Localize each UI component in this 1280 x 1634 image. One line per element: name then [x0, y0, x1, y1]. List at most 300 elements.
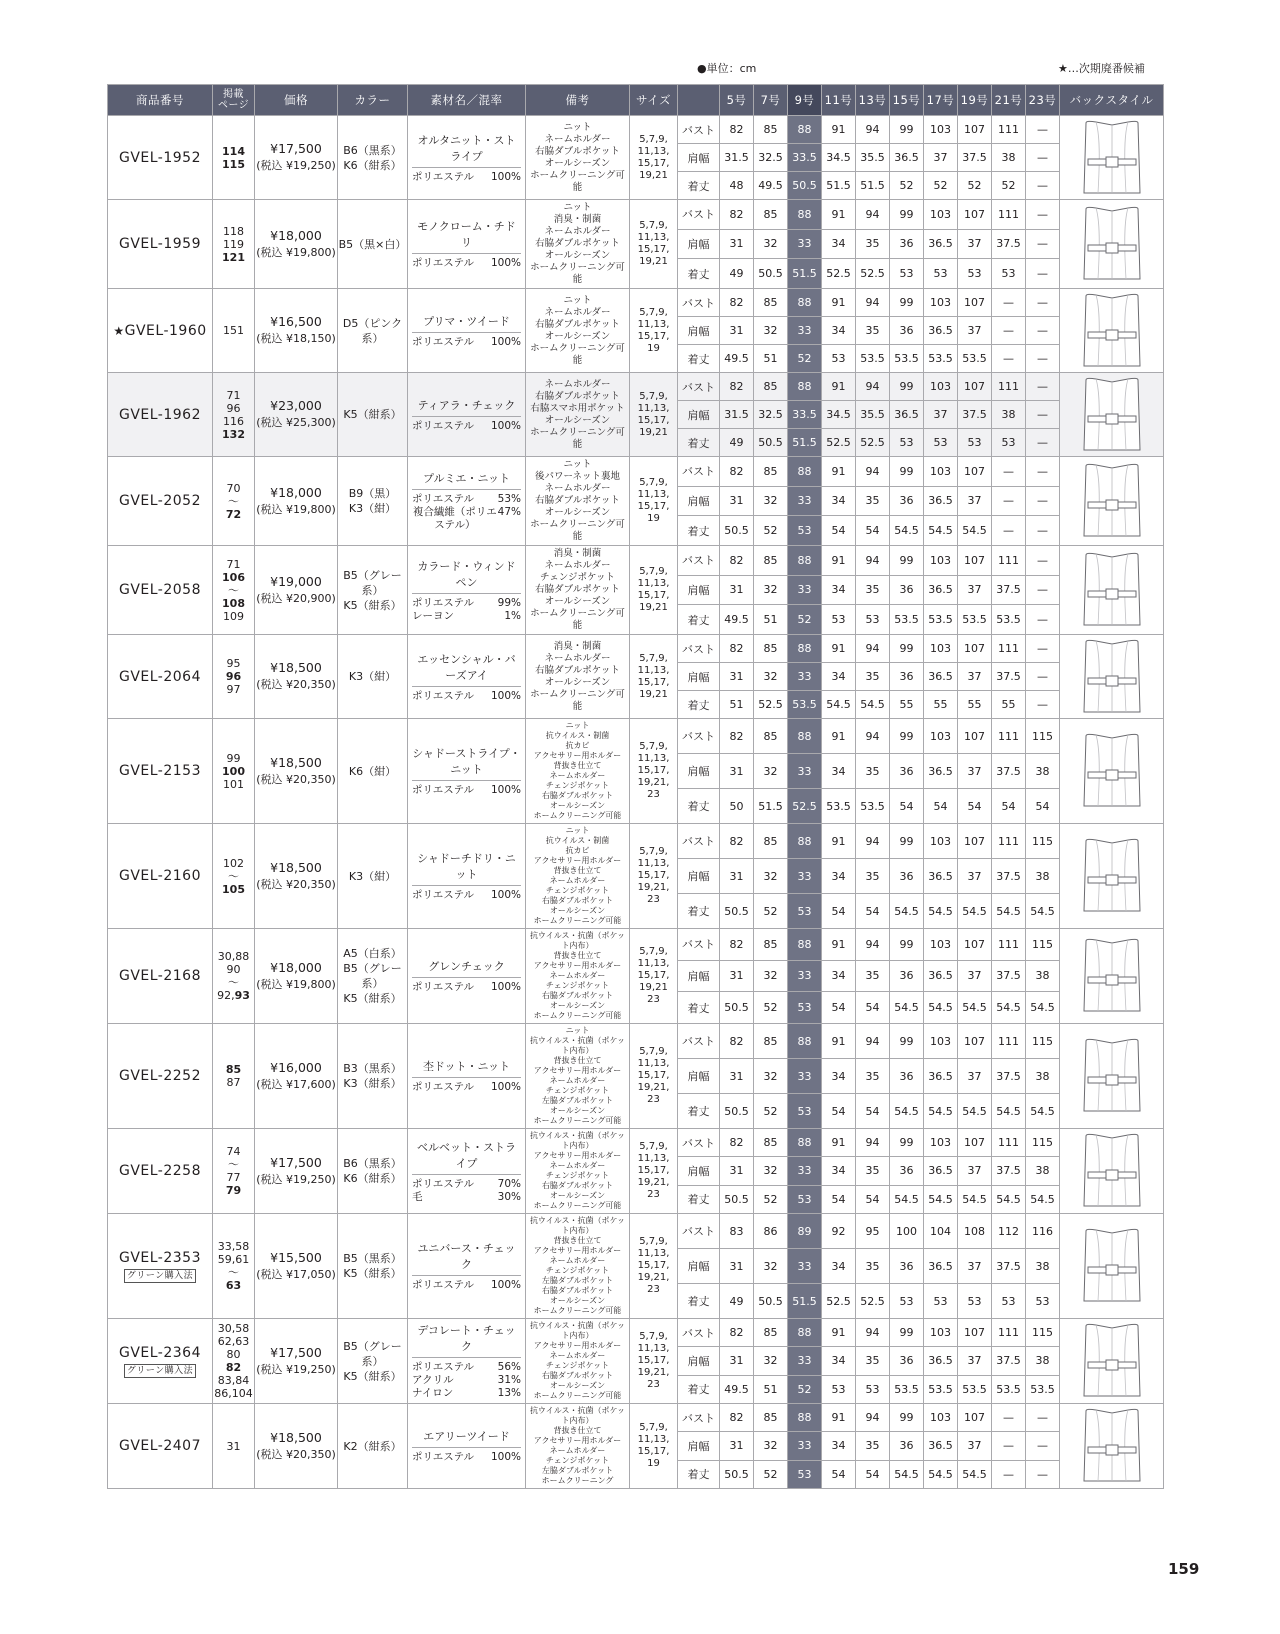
measure-value: 111 [992, 373, 1026, 401]
measure-value: 92 [822, 1214, 856, 1249]
measure-value: — [1026, 401, 1060, 429]
measure-value: 107 [958, 1319, 992, 1347]
measure-value: 32 [754, 663, 788, 691]
measure-value: 37 [958, 486, 992, 516]
measure-value: 54 [856, 992, 890, 1024]
measure-value: 94 [856, 635, 890, 663]
measure-value: 37 [958, 1059, 992, 1094]
measure-value: 115 [1026, 824, 1060, 859]
measure-value: 37.5 [992, 859, 1026, 894]
measure-value: 94 [856, 1129, 890, 1157]
th-size-11: 11号 [822, 85, 856, 116]
measure-value: 38 [1026, 1347, 1060, 1375]
measure-value: 54.5 [992, 894, 1026, 929]
measure-value: 54 [822, 516, 856, 546]
measure-value: 36 [890, 663, 924, 691]
measure-value: 37.5 [992, 1157, 1026, 1185]
measure-value: 35 [856, 1432, 890, 1460]
measure-value: 52 [788, 1375, 822, 1403]
table-row [108, 546, 1164, 576]
measure-value: — [992, 345, 1026, 373]
back-style-cell [1060, 635, 1164, 719]
discontinue-star-icon: ★ [113, 323, 125, 338]
th-page: 掲載 ページ [213, 85, 255, 116]
measure-value: 53.5 [992, 605, 1026, 635]
catalog-pages: 99 100 101 [213, 719, 255, 824]
material-cell: プルミエ・ニット ポリエステル 53% 複合繊維（ポリエステル） 47% [408, 457, 526, 546]
back-style-cell [1060, 1319, 1164, 1404]
measure-value: 37 [958, 754, 992, 789]
measure-value: 103 [924, 1319, 958, 1347]
measure-value: 50.5 [720, 1185, 754, 1213]
discontinue-note: ★…次期廃番候補 [1058, 62, 1145, 75]
measure-value: 33 [788, 317, 822, 345]
table-row [108, 824, 1164, 859]
measure-value: 49 [720, 1284, 754, 1319]
measure-label: バスト [678, 1024, 720, 1059]
th-size-21: 21号 [992, 85, 1026, 116]
measure-value: 36 [890, 486, 924, 516]
measure-value: 33 [788, 1432, 822, 1460]
measure-value: 53 [788, 1094, 822, 1129]
measure-value: 54.5 [1026, 1094, 1060, 1129]
th-size-19: 19号 [958, 85, 992, 116]
measure-value: 55 [958, 691, 992, 719]
measure-value: 88 [788, 824, 822, 859]
measure-label: バスト [678, 457, 720, 487]
price-cell: ¥16,500 (税込 ¥18,150) [255, 289, 338, 373]
product-code[interactable]: GVEL-1952 [108, 116, 213, 200]
color-cell: B5（黒系） K5（紺系） [338, 1214, 408, 1319]
measure-value: 88 [788, 200, 822, 230]
product-code[interactable]: GVEL-1959 [108, 200, 213, 289]
material-cell: シャドーチドリ・ニット ポリエステル 100% [408, 824, 526, 929]
size-range-cell: 5,7,9, 11,13, 15,17, 19,21 [630, 546, 678, 635]
measure-value: 31 [720, 317, 754, 345]
back-style-cell [1060, 1024, 1164, 1129]
measure-value: 35 [856, 1249, 890, 1284]
measure-value: 34 [822, 663, 856, 691]
measure-label: バスト [678, 373, 720, 401]
th-size-5: 5号 [720, 85, 754, 116]
product-code[interactable]: ★GVEL-1960 [108, 289, 213, 373]
catalog-pages: 71 96 116 132 [213, 373, 255, 457]
measure-value: 111 [992, 200, 1026, 230]
measure-value: — [1026, 691, 1060, 719]
measure-value: 53.5 [822, 789, 856, 824]
measure-value: 53 [924, 1284, 958, 1319]
measure-value: 103 [924, 457, 958, 487]
measure-value: 85 [754, 373, 788, 401]
measure-value: 53.5 [788, 691, 822, 719]
measure-value: 115 [1026, 1319, 1060, 1347]
measure-value: 37 [958, 1347, 992, 1375]
measure-value: 91 [822, 929, 856, 961]
th-material: 素材名／混率 [408, 85, 526, 116]
measure-value: 32.5 [754, 401, 788, 429]
measure-value: 107 [958, 200, 992, 230]
measure-value: 54 [856, 1460, 890, 1488]
measure-value: 37.5 [992, 663, 1026, 691]
back-style-cell [1060, 1129, 1164, 1214]
product-code[interactable]: GVEL-2052 [108, 457, 213, 546]
measure-value: 99 [890, 289, 924, 317]
product-code[interactable]: GVEL-2353 グリーン購入法 [108, 1214, 213, 1319]
measure-value: 82 [720, 1319, 754, 1347]
measure-value: 103 [924, 929, 958, 961]
measure-value: 32 [754, 486, 788, 516]
price-cell: ¥18,500 (税込 ¥20,350) [255, 1404, 338, 1489]
back-style-illustration [1066, 551, 1158, 629]
color-cell: K2（紺系） [338, 1404, 408, 1489]
measure-label: 肩幅 [678, 229, 720, 259]
measure-value: 88 [788, 1129, 822, 1157]
price-cell: ¥17,500 (税込 ¥19,250) [255, 1129, 338, 1214]
measure-label: 肩幅 [678, 144, 720, 172]
product-code[interactable]: GVEL-2252 [108, 1024, 213, 1129]
measure-value: 53.5 [924, 605, 958, 635]
measure-value: 54 [856, 1185, 890, 1213]
measure-value: 36.5 [924, 229, 958, 259]
measure-value: — [1026, 172, 1060, 200]
measure-value: 85 [754, 1024, 788, 1059]
measure-value: 37 [924, 401, 958, 429]
table-row [108, 1404, 1164, 1432]
product-code[interactable]: GVEL-2058 [108, 546, 213, 635]
measure-value: 34 [822, 1347, 856, 1375]
measure-label: 肩幅 [678, 1432, 720, 1460]
measure-value: 54 [822, 992, 856, 1024]
measure-value: 115 [1026, 719, 1060, 754]
measure-label: バスト [678, 546, 720, 576]
measure-value: 31 [720, 1249, 754, 1284]
measure-value: 54 [822, 1185, 856, 1213]
measure-value: 115 [1026, 1024, 1060, 1059]
material-cell: 杢ドット・ニット ポリエステル 100% [408, 1024, 526, 1129]
measure-value: 108 [958, 1214, 992, 1249]
measure-value: 115 [1026, 929, 1060, 961]
measure-value: 85 [754, 719, 788, 754]
catalog-pages: 118 119 121 [213, 200, 255, 289]
measure-value: 52 [754, 516, 788, 546]
measure-value: 53 [788, 1185, 822, 1213]
measure-value: 33 [788, 1347, 822, 1375]
measure-value: 36 [890, 754, 924, 789]
back-style-illustration [1066, 292, 1158, 370]
catalog-pages: 30,58 62,63 80 82 83,84 86,104 [213, 1319, 255, 1404]
measure-value: 107 [958, 289, 992, 317]
remarks-cell: 消臭・制菌 ネームホルダー 右脇ダブルポケット オールシーズン ホームクリーニング可能 [526, 635, 630, 719]
measure-value: 36.5 [924, 1347, 958, 1375]
measure-value: 36.5 [924, 317, 958, 345]
measure-value: — [1026, 546, 1060, 576]
measure-value: 49.5 [720, 1375, 754, 1403]
measure-value: 94 [856, 546, 890, 576]
th-measure [678, 85, 720, 116]
measure-label: 肩幅 [678, 486, 720, 516]
measure-value: 104 [924, 1214, 958, 1249]
measure-value: 54 [822, 1094, 856, 1129]
measure-value: 54 [856, 1094, 890, 1129]
back-style-illustration [1066, 1322, 1158, 1400]
product-code[interactable]: GVEL-2153 [108, 719, 213, 824]
measure-value: 54 [890, 789, 924, 824]
measure-value: 31.5 [720, 401, 754, 429]
measure-value: 31 [720, 1157, 754, 1185]
measure-value: 91 [822, 116, 856, 144]
measure-value: 34.5 [822, 144, 856, 172]
measure-label: 肩幅 [678, 960, 720, 992]
th-price: 価格 [255, 85, 338, 116]
measure-value: 111 [992, 1024, 1026, 1059]
measure-value: 94 [856, 824, 890, 859]
measure-value: 50.5 [788, 172, 822, 200]
product-code[interactable]: GVEL-2364 グリーン購入法 [108, 1319, 213, 1404]
size-range-cell: 5,7,9, 11,13, 15,17, 19,21 [630, 200, 678, 289]
measure-value: 99 [890, 1024, 924, 1059]
measure-value: 107 [958, 1129, 992, 1157]
measure-value: 85 [754, 635, 788, 663]
product-code[interactable]: GVEL-1962 [108, 373, 213, 457]
measure-value: 107 [958, 929, 992, 961]
price-cell: ¥18,000 (税込 ¥19,800) [255, 929, 338, 1024]
measure-value: 103 [924, 546, 958, 576]
measure-value: 31 [720, 229, 754, 259]
measure-value: 36 [890, 317, 924, 345]
measure-value: 52 [958, 172, 992, 200]
measure-value: 53.5 [958, 345, 992, 373]
measure-value: 85 [754, 1404, 788, 1432]
measure-value: 52 [992, 172, 1026, 200]
measure-value: 99 [890, 929, 924, 961]
remarks-cell: ネームホルダー 右脇ダブルポケット 右脇スマホ用ポケット オールシーズン ホームクリーニング可能 [526, 373, 630, 457]
table-row [108, 1129, 1164, 1157]
price-cell: ¥18,500 (税込 ¥20,350) [255, 824, 338, 929]
material-cell: グレンチェック ポリエステル 100% [408, 929, 526, 1024]
measure-value: 95 [856, 1214, 890, 1249]
price-cell: ¥16,000 (税込 ¥17,600) [255, 1024, 338, 1129]
measure-value: 35.5 [856, 144, 890, 172]
measure-value: 37 [958, 229, 992, 259]
measure-value: — [992, 317, 1026, 345]
measure-value: 54 [992, 789, 1026, 824]
measure-value: 33 [788, 229, 822, 259]
size-range-cell: 5,7,9, 11,13, 15,17, 19 [630, 289, 678, 373]
measure-label: 肩幅 [678, 1059, 720, 1094]
measure-value: 35 [856, 575, 890, 605]
measure-value: 82 [720, 824, 754, 859]
measure-label: 肩幅 [678, 754, 720, 789]
measure-value: 54.5 [992, 1185, 1026, 1213]
measure-value: 50.5 [754, 429, 788, 457]
measure-value: 94 [856, 373, 890, 401]
measure-label: バスト [678, 200, 720, 230]
measure-value: — [992, 486, 1026, 516]
color-cell: A5（白系） B5（グレー系） K5（紺系） [338, 929, 408, 1024]
table-row [108, 200, 1164, 230]
measure-value: 88 [788, 929, 822, 961]
measure-value: 54.5 [890, 992, 924, 1024]
measure-value: 85 [754, 824, 788, 859]
measure-value: 52 [754, 894, 788, 929]
back-style-illustration [1066, 376, 1158, 454]
measure-value: 85 [754, 289, 788, 317]
table-row [108, 457, 1164, 487]
measure-value: 103 [924, 116, 958, 144]
measure-value: — [1026, 259, 1060, 289]
measure-value: 54.5 [890, 1185, 924, 1213]
measure-value: 32 [754, 754, 788, 789]
measure-value: 33.5 [788, 144, 822, 172]
measure-value: 32 [754, 1059, 788, 1094]
measure-value: 54 [924, 789, 958, 824]
price-cell: ¥17,500 (税込 ¥19,250) [255, 1319, 338, 1404]
measure-value: 54.5 [958, 894, 992, 929]
measure-value: 99 [890, 200, 924, 230]
material-cell: ユニバース・チェック ポリエステル 100% [408, 1214, 526, 1319]
measure-value: 99 [890, 116, 924, 144]
measure-value: 38 [1026, 960, 1060, 992]
measure-value: 91 [822, 200, 856, 230]
back-style-illustration [1066, 1227, 1158, 1305]
measure-value: 37.5 [992, 575, 1026, 605]
table-row [108, 1319, 1164, 1347]
measure-value: 50.5 [754, 1284, 788, 1319]
measure-value: — [1026, 1432, 1060, 1460]
catalog-pages: 151 [213, 289, 255, 373]
measure-value: 53 [788, 516, 822, 546]
measure-label: バスト [678, 929, 720, 961]
measure-value: 37 [958, 859, 992, 894]
measure-value: 31 [720, 859, 754, 894]
product-code[interactable]: GVEL-2258 [108, 1129, 213, 1214]
remarks-cell: 抗ウイルス・抗菌（ポケット内布） 背抜き仕立て アクセサリー用ホルダー ネームホルダー チェンジポケット 左脇ダブルポケット ホームクリーニング [526, 1404, 630, 1489]
measure-value: 111 [992, 719, 1026, 754]
measure-value: 37 [958, 1157, 992, 1185]
size-range-cell: 5,7,9, 11,13, 15,17, 19,21 23 [630, 929, 678, 1024]
remarks-cell: 抗ウイルス・抗菌（ポケット内布） 背抜き仕立て アクセサリー用ホルダー ネームホルダー チェンジポケット 右脇ダブルポケット オールシーズン ホームクリーニング可能 [526, 929, 630, 1024]
measure-value: — [1026, 144, 1060, 172]
measure-value: 34 [822, 754, 856, 789]
measure-value: 36 [890, 1249, 924, 1284]
measure-label: バスト [678, 719, 720, 754]
size-range-cell: 5,7,9, 11,13, 15,17, 19 [630, 457, 678, 546]
price-cell: ¥23,000 (税込 ¥25,300) [255, 373, 338, 457]
measure-value: 91 [822, 546, 856, 576]
back-style-illustration [1066, 1037, 1158, 1115]
measure-label: バスト [678, 1214, 720, 1249]
measure-value: 54.5 [958, 516, 992, 546]
measure-value: 34.5 [822, 401, 856, 429]
measure-value: 35 [856, 754, 890, 789]
color-cell: B9（黒） K3（紺） [338, 457, 408, 546]
page-number: 159 [1168, 1560, 1200, 1578]
product-code[interactable]: GVEL-2168 [108, 929, 213, 1024]
measure-value: — [1026, 429, 1060, 457]
measure-label: 肩幅 [678, 317, 720, 345]
measure-value: 91 [822, 289, 856, 317]
measure-value: 36 [890, 575, 924, 605]
measure-value: 54.5 [958, 1094, 992, 1129]
measure-value: 37 [958, 663, 992, 691]
product-code[interactable]: GVEL-2160 [108, 824, 213, 929]
measure-value: — [1026, 229, 1060, 259]
measure-value: 54 [856, 516, 890, 546]
measure-value: 32.5 [754, 144, 788, 172]
measure-value: 53 [992, 1284, 1026, 1319]
color-cell: B3（黒系） K3（紺系） [338, 1024, 408, 1129]
measure-value: 103 [924, 1404, 958, 1432]
back-style-illustration [1066, 638, 1158, 716]
measure-value: 88 [788, 1024, 822, 1059]
price-cell: ¥18,000 (税込 ¥19,800) [255, 200, 338, 289]
measure-value: 53.5 [856, 789, 890, 824]
material-cell: モノクローム・チドリ ポリエステル 100% [408, 200, 526, 289]
measure-value: 35 [856, 1347, 890, 1375]
measure-value: 107 [958, 373, 992, 401]
measure-value: 52 [788, 345, 822, 373]
measure-value: 34 [822, 859, 856, 894]
measure-value: 53.5 [924, 1375, 958, 1403]
measure-value: 51 [754, 605, 788, 635]
measure-value: — [992, 1432, 1026, 1460]
catalog-pages: 85 87 [213, 1024, 255, 1129]
measure-value: 53 [788, 1460, 822, 1488]
back-style-illustration [1066, 732, 1158, 810]
measure-value: 50.5 [720, 992, 754, 1024]
measure-value: 32 [754, 229, 788, 259]
remarks-cell: ニット 抗ウイルス・制菌 抗カビ アクセサリー用ホルダー 背抜き仕立て ネームホルダー チェンジポケット 右脇ダブルポケット オールシーズン ホームクリーニング可能 [526, 824, 630, 929]
th-size-7: 7号 [754, 85, 788, 116]
measure-value: 53 [822, 605, 856, 635]
material-cell: カラード・ウィンドペン ポリエステル 99% レーヨン 1% [408, 546, 526, 635]
product-spec-table [107, 84, 1164, 1489]
measure-value: — [1026, 663, 1060, 691]
product-code[interactable]: GVEL-2407 [108, 1404, 213, 1489]
remarks-cell: 抗ウイルス・抗菌（ポケット内布） アクセサリー用ホルダー ネームホルダー チェンジポケット 右脇ダブルポケット オールシーズン ホームクリーニング可能 [526, 1319, 630, 1404]
measure-label: 着丈 [678, 691, 720, 719]
measure-value: 53 [1026, 1284, 1060, 1319]
measure-value: 54.5 [958, 1460, 992, 1488]
catalog-pages: 114 115 [213, 116, 255, 200]
measure-value: 52 [754, 1460, 788, 1488]
measure-value: 34 [822, 1157, 856, 1185]
measure-value: 38 [1026, 859, 1060, 894]
measure-value: 35 [856, 1157, 890, 1185]
measure-value: 33 [788, 1059, 822, 1094]
measure-value: 50.5 [720, 516, 754, 546]
measure-value: 33 [788, 859, 822, 894]
measure-value: 91 [822, 824, 856, 859]
measure-value: 54 [1026, 789, 1060, 824]
back-style-cell [1060, 116, 1164, 200]
back-style-illustration [1066, 1407, 1158, 1485]
back-style-cell [1060, 289, 1164, 373]
measure-value: 91 [822, 1319, 856, 1347]
measure-value: 32 [754, 575, 788, 605]
measure-label: 着丈 [678, 992, 720, 1024]
measure-value: 85 [754, 200, 788, 230]
measure-value: 54.5 [992, 1094, 1026, 1129]
measure-value: 52 [890, 172, 924, 200]
measure-value: 53 [924, 429, 958, 457]
back-style-illustration [1066, 1132, 1158, 1210]
color-cell: B5（グレー系） K5（紺系） [338, 1319, 408, 1404]
product-code[interactable]: GVEL-2064 [108, 635, 213, 719]
measure-value: 111 [992, 635, 1026, 663]
catalog-pages: 102 〜 105 [213, 824, 255, 929]
measure-value: 54 [856, 894, 890, 929]
